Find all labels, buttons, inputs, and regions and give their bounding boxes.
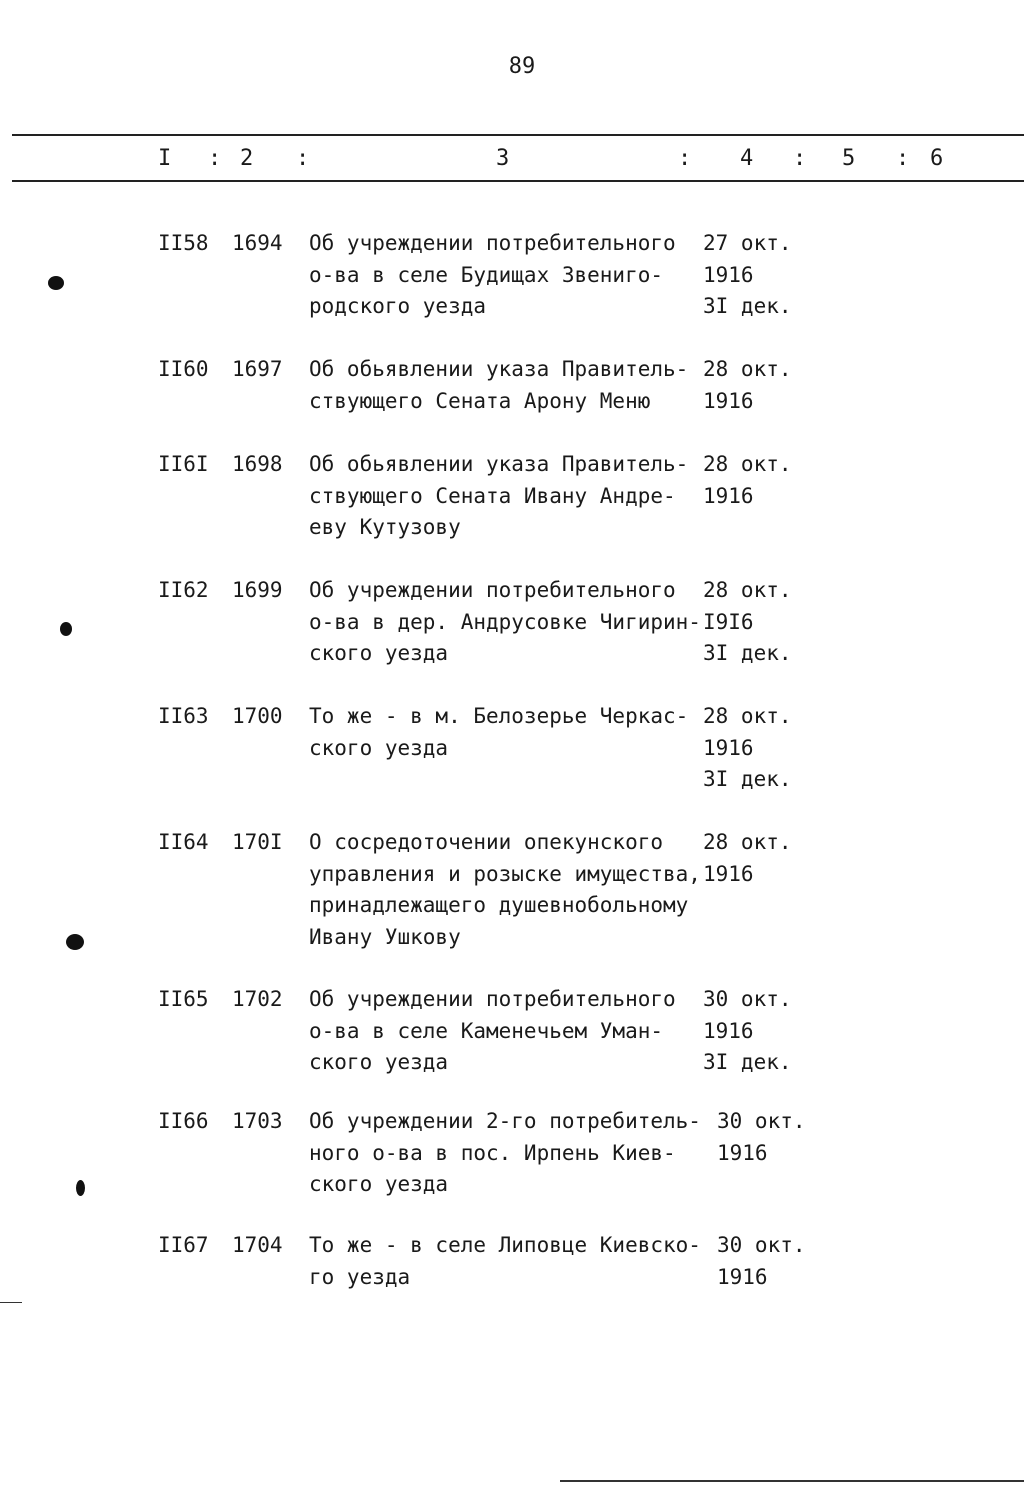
file-number: 1697 — [232, 357, 283, 381]
row-number: II64 — [158, 830, 209, 854]
file-dates: 28 окт. 1916 — [703, 357, 792, 413]
row-number: II60 — [158, 357, 209, 381]
header-bottom-rule — [12, 180, 1024, 182]
col-separator: : — [793, 146, 807, 171]
row-number: II58 — [158, 231, 209, 255]
file-number: 1700 — [232, 704, 283, 728]
punch-hole-mark — [48, 276, 64, 290]
file-dates: 30 окт. 1916 — [717, 1109, 806, 1165]
scan-bottom-edge — [560, 1480, 1024, 1482]
file-dates: 30 окт. 1916 — [717, 1233, 806, 1289]
col-separator: : — [208, 146, 222, 171]
col-separator: : — [296, 146, 310, 171]
file-dates: 27 окт. 1916 3I дек. — [703, 231, 792, 318]
file-title: Об учреждении 2-го потребитель- ного о-ва в пос. Ирпень Киев- ского уезда — [309, 1109, 701, 1196]
row-number: II65 — [158, 987, 209, 1011]
col-header-1: I — [158, 146, 172, 171]
file-dates: 28 окт. 1916 — [703, 830, 792, 886]
file-number: 1703 — [232, 1109, 283, 1133]
file-title: То же - в м. Белозерье Черкас- ского уезда — [309, 704, 689, 760]
file-title: Об обьявлении указа Правитель- ствующего Сената Ивану Андре- еву Кутузову — [309, 452, 689, 539]
row-number: II66 — [158, 1109, 209, 1133]
file-number: 1699 — [232, 578, 283, 602]
scan-margin-mark — [0, 1302, 22, 1303]
row-number: II67 — [158, 1233, 209, 1257]
row-number: II63 — [158, 704, 209, 728]
page-number: 89 — [508, 54, 536, 79]
file-title: Об учреждении потребительного о-ва в дер. Андрусовке Чигирин- ского уезда — [309, 578, 701, 665]
file-dates: 28 окт. 1916 — [703, 452, 792, 508]
file-title: Об обьявлении указа Правитель- ствующего Сената Арону Меню — [309, 357, 689, 413]
punch-hole-mark — [66, 934, 84, 950]
row-number: II6I — [158, 452, 209, 476]
file-number: 1704 — [232, 1233, 283, 1257]
col-header-2: 2 — [240, 146, 254, 171]
col-header-4: 4 — [740, 146, 754, 171]
punch-hole-mark — [60, 622, 72, 636]
column-header — [0, 146, 1024, 176]
header-top-rule — [12, 134, 1024, 136]
col-header-3: 3 — [496, 146, 510, 171]
row-number: II62 — [158, 578, 209, 602]
file-dates: 30 окт. 1916 3I дек. — [703, 987, 792, 1074]
file-number: 1698 — [232, 452, 283, 476]
col-header-6: 6 — [930, 146, 944, 171]
file-number: 1702 — [232, 987, 283, 1011]
file-title: О сосредоточении опекунского управления и розыске имущества, принадлежащего душевнобольному Ивану Ушкову — [309, 830, 701, 949]
file-title: То же - в селе Липовце Киевско- го уезда — [309, 1233, 701, 1289]
file-dates: 28 окт. I9I6 3I дек. — [703, 578, 792, 665]
col-header-5: 5 — [842, 146, 856, 171]
punch-hole-mark — [76, 1180, 85, 1196]
file-title: Об учреждении потребительного о-ва в селе Каменечьем Уман- ского уезда — [309, 987, 676, 1074]
col-separator: : — [678, 146, 692, 171]
file-title: Об учреждении потребительного о-ва в селе Будищах Звениго- родского уезда — [309, 231, 676, 318]
col-separator: : — [896, 146, 910, 171]
file-dates: 28 окт. 1916 3I дек. — [703, 704, 792, 791]
file-number: 170I — [232, 830, 283, 854]
file-number: 1694 — [232, 231, 283, 255]
